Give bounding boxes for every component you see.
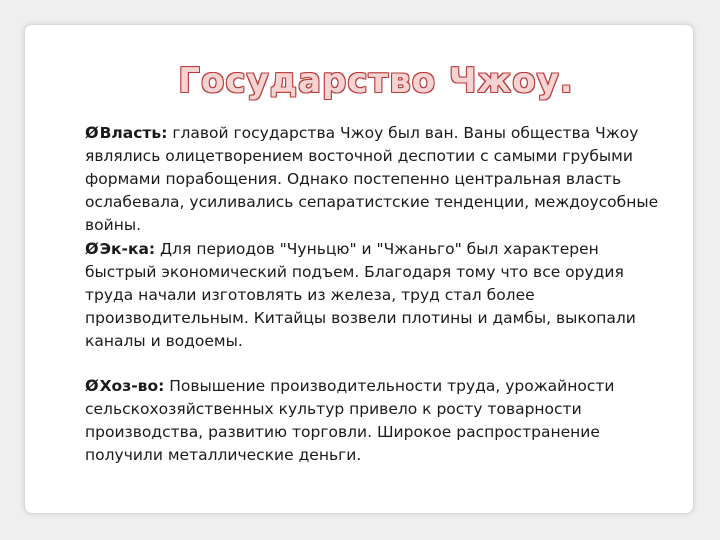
bullet-term: Хоз-во: — [99, 377, 165, 395]
bullet-term: Эк-ка: — [99, 240, 156, 258]
bullet-text: главой государства Чжоу был ван. Ваны общества Чжоу являлись олицетворением восточной деспотии с самыми грубыми формами порабощения. Однако постепенно центральная власть ослабевала, усиливались сепаратистские тенденции, междоусобные войны. — [85, 124, 659, 234]
bullet-text: Для периодов "Чуньцю" и "Чжаньго" был характерен быстрый экономический подъем. Благодаря тому что все орудия труда начали изготовлять из железа, труд стал более производительным. Китайцы возвели плотины и дамбы, выкопали каналы и водоемы. — [85, 240, 636, 350]
slide-card — [24, 24, 694, 514]
bullet-item-vlast — [85, 121, 675, 237]
bullet-term: Власть: — [99, 124, 168, 142]
bullet-text: Повышение производительности труда, урожайности сельскохозяйственных культур привело к росту товарности производства, развитию торговли. Широкое распространение получили металлические деньги. — [85, 377, 615, 464]
bullet-item-hozyaystvo — [85, 374, 675, 467]
slide-title: Государство Чжоу. — [178, 61, 574, 101]
arrow-bullet-icon: Ø — [85, 239, 99, 258]
slide-content — [85, 121, 675, 467]
bullet-item-ekonomika — [85, 237, 675, 353]
arrow-bullet-icon: Ø — [85, 123, 99, 142]
arrow-bullet-icon: Ø — [85, 376, 99, 395]
